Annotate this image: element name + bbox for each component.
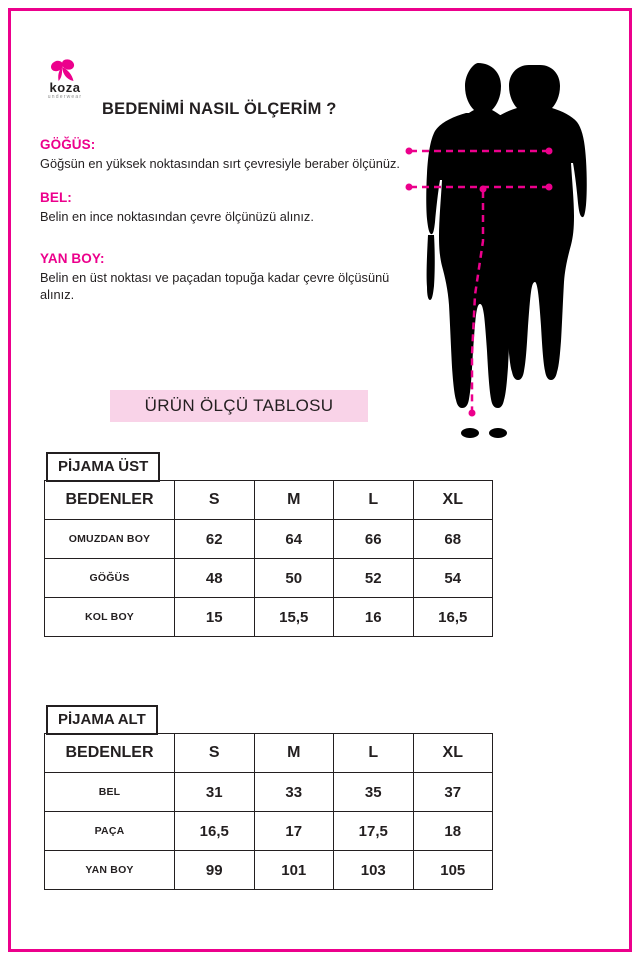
brand-tagline: underwear <box>47 94 83 100</box>
cell-value: 15 <box>175 598 255 637</box>
brand-logo <box>32 58 98 100</box>
col-header-m: M <box>254 734 334 773</box>
flower-icon <box>32 58 98 82</box>
product-size-table-banner <box>110 390 368 422</box>
section-sidelength-body: Belin en üst noktası ve paçadan topuğa kadar çevre ölçüsünü alınız. <box>40 270 390 302</box>
banner-label: ÜRÜN ÖLÇÜ TABLOSU <box>144 396 334 415</box>
cell-value: 103 <box>334 851 414 890</box>
side-length-bottom-dot <box>469 410 476 417</box>
row-label: OMUZDAN BOY <box>45 520 175 559</box>
body-figure <box>400 55 620 485</box>
col-header-l: L <box>334 481 414 520</box>
col-header-xl: XL <box>413 481 493 520</box>
cell-value: 64 <box>254 520 334 559</box>
page-title: BEDENİMİ NASIL ÖLÇERİM ? <box>102 100 337 118</box>
row-label: PAÇA <box>45 812 175 851</box>
col-header-s: S <box>175 734 255 773</box>
table-row <box>45 812 493 851</box>
cell-value: 68 <box>413 520 493 559</box>
section-waist-body: Belin en ince noktasından çevre ölçünüzü alınız. <box>40 209 314 224</box>
section-waist-heading: BEL: <box>40 190 72 205</box>
cell-value: 16,5 <box>175 812 255 851</box>
table-header-row <box>45 481 493 520</box>
pajama-bottom-table <box>44 733 493 890</box>
pajama-top-table <box>44 480 493 637</box>
cell-value: 16,5 <box>413 598 493 637</box>
waist-measure-dot <box>406 184 413 191</box>
side-length-top-dot <box>480 186 487 193</box>
cell-value: 52 <box>334 559 414 598</box>
brand-name: koza <box>49 80 81 95</box>
table-row <box>45 520 493 559</box>
section-sidelength-heading: YAN BOY: <box>40 251 105 266</box>
table-row <box>45 559 493 598</box>
cell-value: 105 <box>413 851 493 890</box>
col-header-l: L <box>334 734 414 773</box>
pajama-bottom-table-block <box>44 705 492 890</box>
cell-value: 17 <box>254 812 334 851</box>
cell-value: 33 <box>254 773 334 812</box>
table-row <box>45 851 493 890</box>
info-column <box>40 100 400 321</box>
row-label: BEL <box>45 773 175 812</box>
col-header-s: S <box>175 481 255 520</box>
col-header-sizes: BEDENLER <box>45 481 175 520</box>
cell-value: 16 <box>334 598 414 637</box>
row-label: GÖĞÜS <box>45 559 175 598</box>
cell-value: 99 <box>175 851 255 890</box>
col-header-m: M <box>254 481 334 520</box>
section-chest-body: Göğsün en yüksek noktasından sırt çevresiyle beraber ölçünüz. <box>40 156 400 171</box>
female-body-silhouette-svg <box>400 55 620 485</box>
col-header-sizes: BEDENLER <box>45 734 175 773</box>
cell-value: 54 <box>413 559 493 598</box>
cell-value: 101 <box>254 851 334 890</box>
cell-value: 50 <box>254 559 334 598</box>
pajama-bottom-label: PİJAMA ALT <box>46 705 158 735</box>
chest-measure-dot-right <box>546 148 553 155</box>
section-waist <box>40 190 400 225</box>
cell-value: 18 <box>413 812 493 851</box>
col-header-xl: XL <box>413 734 493 773</box>
cell-value: 66 <box>334 520 414 559</box>
table-row <box>45 773 493 812</box>
cell-value: 31 <box>175 773 255 812</box>
cell-value: 37 <box>413 773 493 812</box>
row-label: YAN BOY <box>45 851 175 890</box>
cell-value: 48 <box>175 559 255 598</box>
pajama-top-label: PİJAMA ÜST <box>46 452 160 482</box>
section-chest-heading: GÖĞÜS: <box>40 137 96 152</box>
chest-measure-dot <box>406 148 413 155</box>
table-row <box>45 598 493 637</box>
section-chest <box>40 137 400 172</box>
section-sidelength <box>40 251 400 303</box>
cell-value: 62 <box>175 520 255 559</box>
pajama-top-table-block <box>44 452 492 637</box>
row-label: KOL BOY <box>45 598 175 637</box>
cell-value: 17,5 <box>334 812 414 851</box>
table-header-row <box>45 734 493 773</box>
waist-measure-dot-right <box>546 184 553 191</box>
cell-value: 15,5 <box>254 598 334 637</box>
cell-value: 35 <box>334 773 414 812</box>
